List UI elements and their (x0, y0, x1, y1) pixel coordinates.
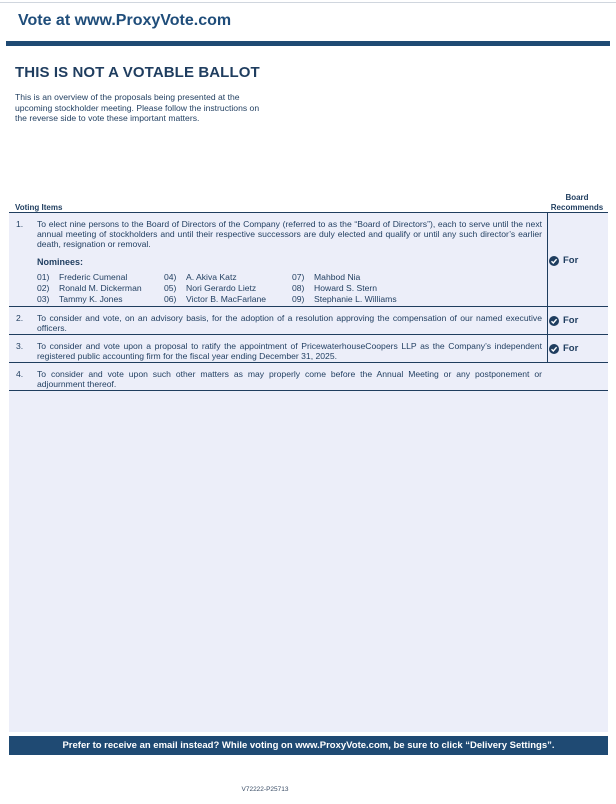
item-number: 4. (16, 369, 24, 379)
intro-text (15, 92, 315, 124)
item-number: 1. (16, 219, 24, 229)
intro-line: the reverse side to vote these important matters. (15, 113, 200, 124)
header-top-rule (0, 2, 616, 3)
item-text: To consider and vote upon such other matters as may properly come before the Annual Meeting or any postponement or adjournment thereof. (37, 369, 542, 390)
voting-item-2 (9, 307, 608, 335)
voting-items-header: Voting Items (15, 203, 63, 212)
item-number: 3. (16, 341, 24, 351)
check-circle-icon (549, 256, 559, 266)
board-recommends-header (546, 193, 608, 212)
board-recommendation (549, 315, 607, 326)
nominee: 08) Howard S. Stern (292, 283, 378, 293)
voting-item-1 (9, 213, 608, 307)
recommendation-label: For (563, 255, 579, 266)
voting-item-4 (9, 363, 608, 391)
nominee: 09) Stephanie L. Williams (292, 294, 397, 304)
item-text: To elect nine persons to the Board of Directors of the Company (referred to as the “Board of Directors”), each to serve until the next annual meeting of stockholders and until their respective successors are duly elected and qualify or until any such director’s earlier death, resignation or removal. (37, 219, 542, 250)
recommendation-label: For (563, 343, 579, 354)
nominee: 03) Tammy K. Jones (37, 294, 123, 304)
intro-line: This is an overview of the proposals being presented at the (15, 92, 240, 102)
check-circle-icon (549, 316, 559, 326)
nominee: 05) Nori Gerardo Lietz (164, 283, 257, 293)
nominees-label: Nominees: (37, 257, 84, 267)
check-circle-icon (549, 344, 559, 354)
document-code: V72222-P25713 (241, 786, 289, 793)
recommendation-label: For (563, 315, 579, 326)
nominee: 02) Ronald M. Dickerman (37, 283, 142, 293)
voting-item-3 (9, 335, 608, 363)
intro-line: upcoming stockholder meeting. Please follow the instructions on (15, 102, 260, 113)
delivery-settings-banner: Prefer to receive an email instead? While voting on www.ProxyVote.com, be sure to click “Delivery Settings”. (9, 736, 608, 755)
board-header-line: Recommends (550, 202, 604, 212)
header-title: Vote at www.ProxyVote.com (18, 12, 232, 29)
board-recommendation (549, 255, 607, 266)
item-text: To consider and vote upon a proposal to ratify the appointment of PricewaterhouseCoopers LLP as the Company’s independent registered public accounting firm for the fiscal year ending December 31, 2025. (37, 341, 542, 362)
board-header-line: Board (565, 193, 589, 202)
board-recommendation (549, 343, 607, 354)
nominee: 04) A. Akiva Katz (164, 272, 237, 282)
notice-title: THIS IS NOT A VOTABLE BALLOT (15, 64, 260, 81)
nominee: 01) Frederic Cumenal (37, 272, 128, 282)
item-text: To consider and vote, on an advisory basis, for the adoption of a resolution approving the compensation of our named executive officers. (37, 313, 542, 334)
item-number: 2. (16, 313, 24, 323)
header-divider-bar (6, 41, 610, 46)
nominee: 07) Mahbod Nia (292, 272, 361, 282)
nominee: 06) Victor B. MacFarlane (164, 294, 267, 304)
